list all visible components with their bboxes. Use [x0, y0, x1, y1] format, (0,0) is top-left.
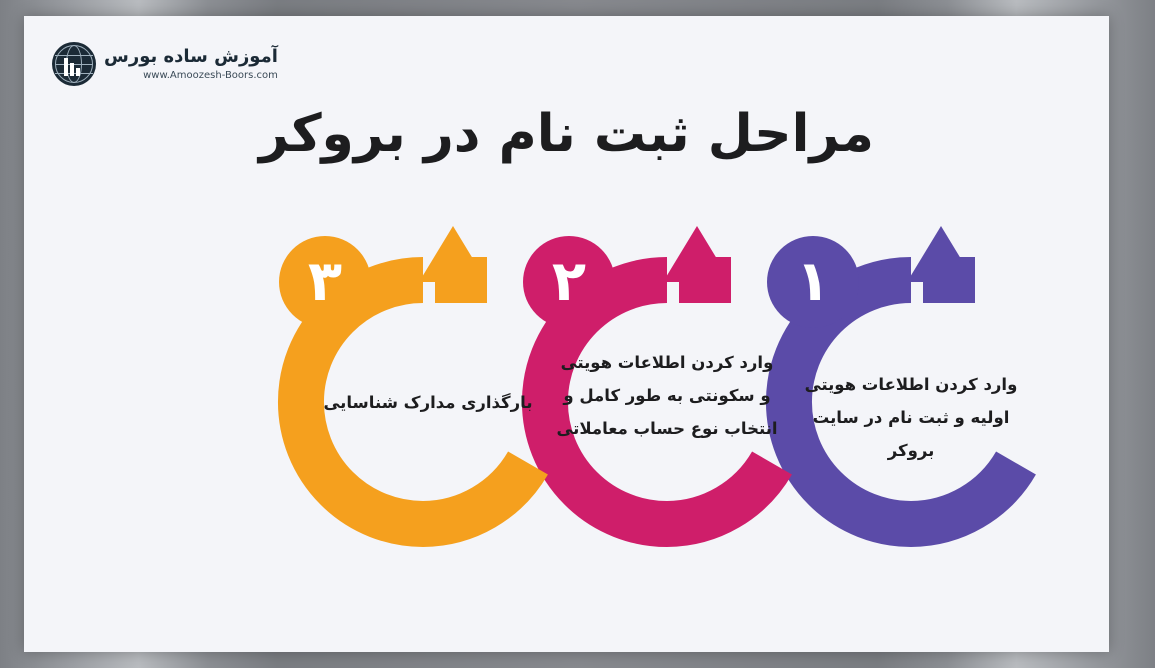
step-2-description: [543, 346, 791, 445]
page-surface: [24, 16, 1109, 652]
logo-title: آموزش ساده بورس: [104, 46, 278, 68]
step-1-line-2: اولیه و ثبت نام در سایت بروکر: [812, 408, 1010, 460]
step-1-description: [795, 368, 1027, 467]
step-3: [273, 216, 573, 556]
bar-chart-icon: [64, 58, 80, 76]
step-3-number: ۳: [307, 249, 343, 314]
step-3-description: [313, 386, 543, 419]
step-3-number-badge: [279, 236, 371, 328]
step-3-line-1: بارگذاری مدارک شناسایی: [323, 393, 533, 412]
step-1-number: ۱: [795, 249, 831, 314]
site-logo: [52, 42, 278, 86]
step-2-line-1: وارد کردن اطلاعات هویتی: [560, 353, 774, 372]
step-1-line-1: وارد کردن اطلاعات هویتی: [804, 375, 1018, 394]
step-2-line-3: انتخاب نوع حساب معاملاتی: [556, 419, 778, 438]
globe-chart-icon: [52, 42, 96, 86]
page-title: مراحل ثبت نام در بروکر: [258, 104, 875, 164]
logo-text-block: [104, 47, 278, 81]
logo-subtitle: www.Amoozesh-Boors.com: [143, 69, 278, 81]
step-2-number: ۲: [551, 249, 587, 314]
step-2-line-2: و سکونتی به طور کامل و: [563, 386, 771, 405]
